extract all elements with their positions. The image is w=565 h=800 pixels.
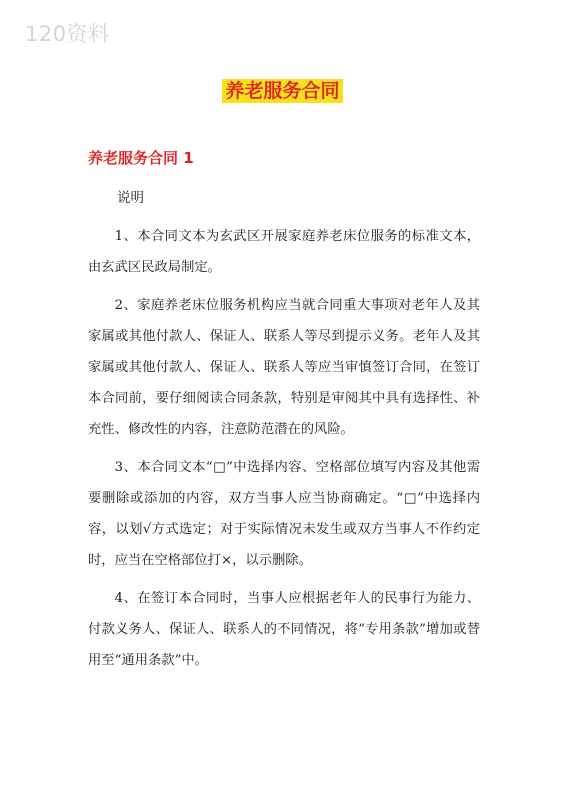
document-title xyxy=(0,76,565,103)
document-title-text: 养老服务合同 xyxy=(222,79,342,103)
paragraph-2: 2、家庭养老床位服务机构应当就合同重大事项对老年人及其家属或其他付款人、保证人、联系人等尽到提示义务。老年人及其家属或其他付款人、保证人、联系人等应当审慎签订合同，在签订本合同前，要仔细阅读合同条款，特别是审阅其中具有选择性、补充性、修改性的内容，注意防范潜在的风险。 xyxy=(88,298,480,437)
paragraph-4: 4、在签订本合同时，当事人应根据老年人的民事行为能力、付款义务人、保证人、联系人的不同情况，将“专用条款”增加或替用至“通用条款”中。 xyxy=(88,591,480,668)
watermark: 120资料 xyxy=(25,22,110,46)
paragraph-3: 3、本合同文本“□”中选择内容、空格部位填写内容及其他需要删除或添加的内容，双方当事人应当协商确定。“□”中选择内容，以划√方式选定；对于实际情况未发生或双方当事人不作约定时，应当在空格部位打×，以示删除。 xyxy=(88,460,480,568)
explanation-label: 说明 xyxy=(117,190,144,206)
paragraph-1: 1、本合同文本为玄武区开展家庭养老床位服务的标准文本，由玄武区民政局制定。 xyxy=(88,229,480,275)
section-heading: 养老服务合同 1 xyxy=(88,149,194,167)
